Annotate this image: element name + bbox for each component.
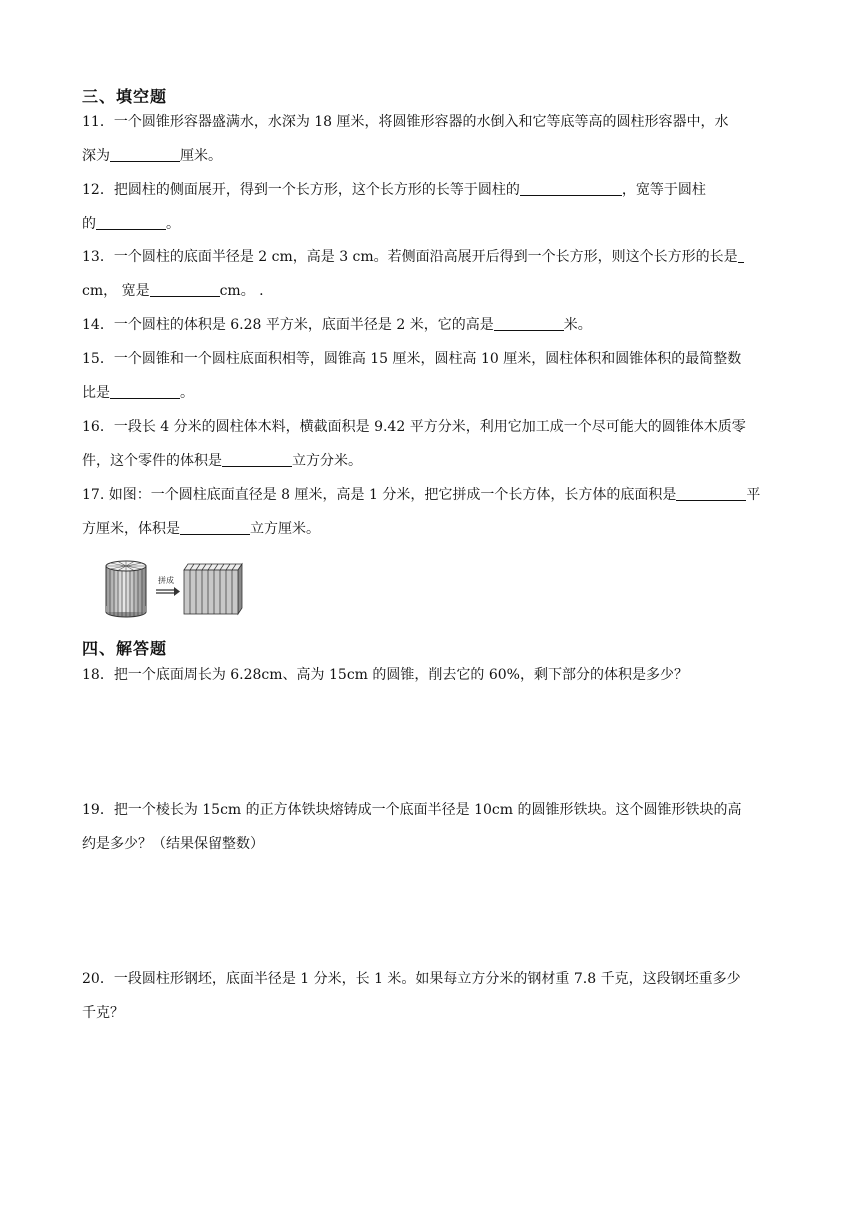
q15-text-b: 。 — [180, 385, 194, 401]
q16-text-a: 件，这个零件的体积是 — [82, 453, 222, 469]
q17-text-a: 17. 如图：一个圆柱底面直径是 8 厘米，高是 1 分米，把它拼成一个长方体，长方体的底面积是 — [82, 487, 677, 503]
q20-line1: 20．一段圆柱形钢坯，底面半径是 1 分米，长 1 米。如果每立方分米的钢材重 7.8 千克，这段钢坯重多少 — [82, 971, 741, 987]
q15-text-a: 比是 — [82, 385, 110, 401]
q14-answer-blank[interactable] — [494, 316, 564, 331]
q11-answer-blank[interactable] — [110, 147, 180, 162]
q13-text-b: cm， 宽是 — [82, 283, 150, 299]
q17-answer-blank-2[interactable] — [180, 520, 250, 535]
q11-text-a: 深为 — [82, 148, 110, 164]
q20-line2: 千克？ — [82, 1005, 124, 1021]
q13-answer-blank-2[interactable] — [150, 282, 220, 297]
q12-text-c: 的 — [82, 216, 96, 232]
cuboid-shape — [184, 564, 242, 614]
q11-text-b: 厘米。 — [180, 148, 222, 164]
q11-line1: 11．一个圆锥形容器盛满水，水深为 18 厘米，将圆锥形容器的水倒入和它等底等高的圆柱形容器中，水 — [82, 114, 729, 130]
cylinder-to-cuboid-figure — [100, 556, 245, 618]
q14-text-a: 14．一个圆柱的体积是 6.28 平方米，底面半径是 2 米，它的高是 — [82, 317, 494, 333]
q11-line2 — [82, 147, 222, 165]
q16-answer-blank[interactable] — [222, 452, 292, 467]
q12-line2 — [82, 215, 180, 233]
section-heading-solve: 四、解答题 — [82, 639, 168, 658]
q17-text-c: 方厘米，体积是 — [82, 521, 180, 537]
section-heading-fill: 三、填空题 — [82, 87, 168, 106]
q12-text-d: 。 — [166, 216, 180, 232]
q17-text-b: 平 — [746, 487, 761, 503]
q13-text-c: cm。 . — [219, 283, 264, 299]
q15-line1: 15．一个圆锥和一个圆柱底面积相等，圆锥高 15 厘米，圆柱高 10 厘米，圆柱体积和圆锥体积的最简整数 — [82, 351, 742, 367]
q12-line1 — [82, 181, 706, 199]
q13-line1 — [82, 248, 744, 266]
figure-label: 拼成 — [158, 576, 174, 585]
q16-line1: 16．一段长 4 分米的圆柱体木料，横截面积是 9.42 平方分米，利用它加工成一个尽可能大的圆锥体木质零 — [82, 419, 746, 435]
q15-answer-blank[interactable] — [110, 384, 180, 399]
q12-answer-blank-1[interactable] — [520, 181, 622, 196]
q17-answer-blank-1[interactable] — [676, 486, 746, 501]
q16-line2 — [82, 452, 362, 470]
q14-text-b: 米。 — [563, 317, 592, 333]
q15-line2 — [82, 384, 194, 402]
q13-answer-blank-1[interactable] — [738, 248, 744, 263]
q13-text-a: 13．一个圆柱的底面半径是 2 cm，高是 3 cm。若侧面沿高展开后得到一个长方形，则这个长方形的长是 — [82, 249, 738, 265]
arrow-icon — [156, 587, 180, 596]
q17-line1 — [82, 486, 760, 504]
cylinder-shape — [106, 561, 146, 617]
q12-answer-blank-2[interactable] — [96, 215, 166, 230]
q12-text-b: ，宽等于圆柱 — [621, 182, 706, 198]
q13-line2 — [82, 282, 264, 300]
q19-line1: 19．把一个棱长为 15cm 的正方体铁块熔铸成一个底面半径是 10cm 的圆锥形铁块。这个圆锥形铁块的高 — [82, 802, 742, 818]
q17-line2 — [82, 520, 320, 538]
q14-line — [82, 316, 592, 334]
q17-text-d: 立方厘米。 — [250, 521, 320, 537]
q19-line2: 约是多少？（结果保留整数） — [82, 836, 264, 852]
q12-text-a: 12．把圆柱的侧面展开，得到一个长方形，这个长方形的长等于圆柱的 — [82, 182, 520, 198]
q18-line1: 18．把一个底面周长为 6.28cm、高为 15cm 的圆锥，削去它的 60%，剩下部分的体积是多少？ — [82, 667, 688, 683]
q16-text-b: 立方分米。 — [292, 453, 362, 469]
